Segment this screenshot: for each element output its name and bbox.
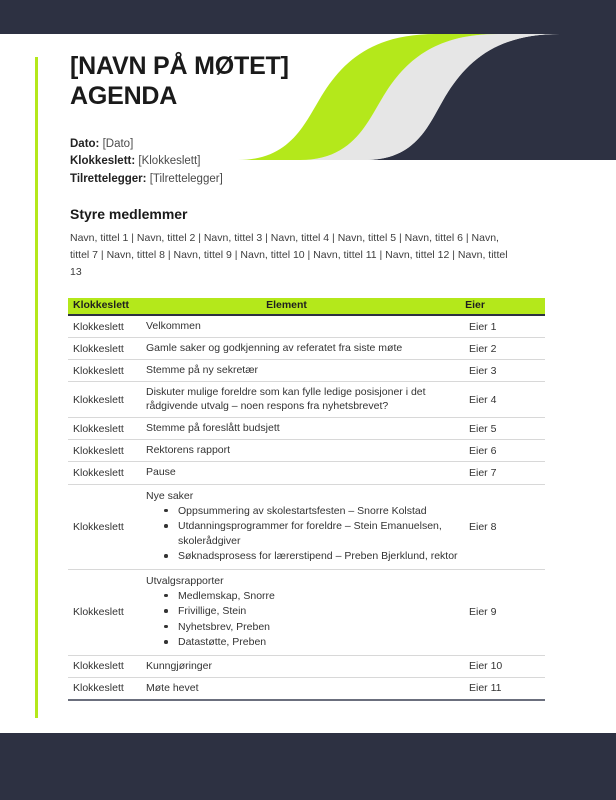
board-members-list: Navn, tittel 1 | Navn, tittel 2 | Navn, tittel 3 | Navn, tittel 4 | Navn, tittel 5 | Navn, tittel 6 | Navn, tittel 7 | Navn, tittel 8 | Navn, tittel 9 | Navn, tittel 10 | Navn, tittel 11 | Navn, tittel 12 | Navn, tittel 13 (70, 232, 508, 278)
title-line-2: AGENDA (70, 81, 178, 110)
cell-item-text: Møte hevet (146, 681, 199, 694)
table-row (68, 462, 545, 484)
cell-item (146, 485, 467, 569)
table-row (68, 418, 545, 440)
table-row (68, 656, 545, 678)
cell-item-text: Gamle saker og godkjenning av referatet fra siste møte (146, 342, 403, 355)
meta-label-date: Dato: (70, 138, 100, 150)
cell-time: Klokkeslett (73, 342, 124, 355)
cell-owner: Eier 5 (469, 422, 497, 435)
cell-owner: Eier 6 (469, 444, 497, 457)
cell-owner: Eier 1 (469, 320, 497, 333)
cell-item (146, 656, 467, 677)
title-line-1: [NAVN PÅ MØTET] (70, 52, 289, 80)
table-row (68, 316, 545, 338)
cell-item (146, 570, 467, 655)
cell-time: Klokkeslett (73, 466, 124, 479)
bullet-item: Frivillige, Stein (164, 604, 459, 618)
agenda-table-body (68, 316, 545, 701)
board-members-heading: Styre medlemmer (70, 206, 188, 222)
agenda-table (68, 298, 545, 701)
cell-item-text: Kunngjøringer (146, 659, 212, 672)
cell-owner: Eier 8 (469, 520, 497, 533)
meta-row-date (70, 136, 470, 153)
cell-time: Klokkeslett (73, 682, 124, 695)
bullet-item: Utdanningsprogrammer for foreldre – Stein Emanuelsen, skolerådgiver (164, 519, 459, 548)
meta-row-time (70, 153, 470, 170)
cell-time: Klokkeslett (73, 364, 124, 377)
cell-item-text: Nye saker (146, 489, 194, 502)
cell-item (146, 338, 467, 359)
cell-owner: Eier 10 (469, 660, 503, 673)
table-row (68, 338, 545, 360)
table-row (68, 440, 545, 462)
cell-time: Klokkeslett (73, 393, 124, 406)
cell-item-text: Stemme på foreslått budsjett (146, 422, 280, 435)
column-header-time: Klokkeslett (73, 299, 130, 311)
meta-row-facilitator (70, 171, 470, 188)
cell-owner: Eier 7 (469, 466, 497, 479)
cell-item-text: Rektorens rapport (146, 444, 231, 457)
cell-owner: Eier 3 (469, 364, 497, 377)
cell-item (146, 440, 467, 461)
cell-item (146, 360, 467, 381)
cell-time: Klokkeslett (73, 606, 124, 618)
cell-time: Klokkeslett (73, 422, 124, 435)
cell-item-text: Stemme på ny sekretær (146, 364, 259, 377)
bullet-item: Datastøtte, Preben (164, 635, 459, 649)
meta-label-time: Klokkeslett: (70, 155, 136, 168)
meta-value-date: [Dato] (102, 138, 134, 150)
cell-item (146, 462, 467, 483)
column-header-item: Element (266, 299, 307, 311)
cell-item (146, 316, 467, 337)
cell-item-text: Pause (146, 466, 176, 479)
cell-item-bullets (146, 589, 459, 650)
cell-item-text: Diskuter mulige foreldre som kan fylle ledige posisjoner i det rådgivende utvalg – noen respons fra nyhetsbrevet? (146, 386, 426, 413)
table-row (68, 678, 545, 701)
bottom-dark-band (0, 733, 616, 800)
bullet-item: Medlemskap, Snorre (164, 589, 459, 603)
table-row (68, 382, 545, 418)
cell-owner: Eier 4 (469, 393, 497, 406)
bullet-item: Søknadsprosess for lærerstipend – Preben Bjerklund, rektor (164, 549, 459, 563)
cell-item-bullets (146, 504, 459, 564)
cell-owner: Eier 2 (469, 342, 497, 355)
table-row (68, 360, 545, 382)
cell-item-text: Velkommen (146, 320, 201, 332)
column-header-owner: Eier (465, 299, 485, 311)
cell-owner: Eier 9 (469, 606, 497, 618)
cell-item (146, 678, 467, 699)
bullet-item: Nyhetsbrev, Preben (164, 620, 459, 634)
cell-time: Klokkeslett (73, 320, 124, 333)
table-row (68, 485, 545, 570)
bullet-item: Oppsummering av skolestartsfesten – Snorre Kolstad (164, 504, 459, 518)
meeting-meta (70, 136, 470, 188)
cell-time: Klokkeslett (73, 444, 124, 457)
meta-label-facilitator: Tilrettelegger: (70, 172, 147, 185)
meta-value-time: [Klokkeslett] (138, 155, 201, 168)
cell-item (146, 418, 467, 439)
page-title (70, 52, 370, 111)
cell-owner: Eier 11 (469, 682, 502, 695)
cell-time: Klokkeslett (73, 660, 124, 673)
table-row (68, 570, 545, 656)
cell-item (146, 382, 467, 417)
cell-time: Klokkeslett (73, 520, 124, 533)
agenda-table-header (68, 298, 545, 316)
cell-item-text: Utvalgsrapporter (146, 574, 224, 587)
meta-value-facilitator: [Tilrettelegger] (149, 172, 223, 185)
